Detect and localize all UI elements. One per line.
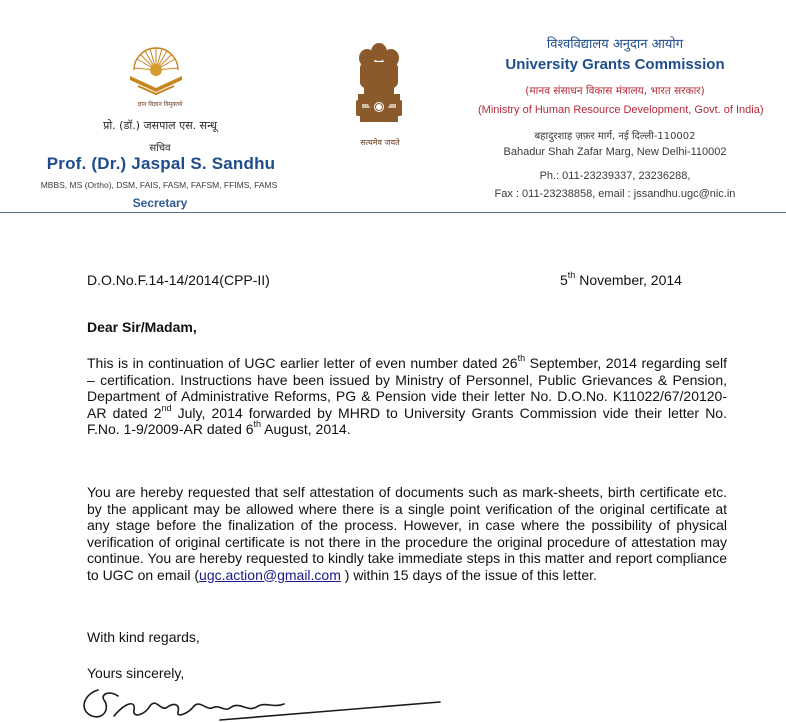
address: Bahadur Shah Zafar Marg, New Delhi-110002 (503, 146, 727, 158)
email-link[interactable]: ugc.action@gmail.com (199, 566, 341, 583)
letter-date: 5th November, 2014 (560, 270, 682, 288)
ministry-name: (Ministry of Human Resource Development, Govt. of India) (478, 104, 764, 116)
secretary-degrees: MBBS, MS (Ortho), DSM, FAIS, FASM, FAFSM, FFIMS, FAMS (40, 180, 278, 190)
ugc-logo-icon (124, 36, 188, 102)
logo-motto: ज्ञान विज्ञान विमुक्तये (137, 101, 183, 108)
closing: Yours sincerely, (87, 665, 185, 681)
org-name: University Grants Commission (505, 56, 725, 73)
reference-number: D.O.No.F.14-14/2014(CPP-II) (87, 272, 270, 288)
address-hindi: बहादुरशाह ज़फ़र मार्ग, नई दिल्ली-110002 (534, 131, 696, 142)
phone-numbers: Ph.: 011-23239337, 23236288, (539, 170, 691, 182)
secretary-title-hindi: सचिव (149, 143, 171, 154)
secretary-title: Secretary (132, 196, 188, 210)
ministry-hindi: (मानव संसाधन विकास मंत्रालय, भारत सरकार) (525, 85, 705, 97)
paragraph-2: You are hereby requested that self attestation of documents such as mark-sheets, birth certificate etc. by the applicant may be allowed where there is a single point verification of the original certificate at any stage before the finalization of the process. However, in case where the possibility of physical verification of original certificate is not there in the procedure the original procedure of attestation may continue. You are hereby requested to kindly take immediate steps in this matter and report compliance to UGC on email (ugc.action@gmail.com ) within 15 days of the issue of this letter. (87, 484, 727, 583)
national-emblem-icon (350, 40, 408, 132)
secretary-name: Prof. (Dr.) Jaspal S. Sandhu (46, 154, 276, 173)
org-name-hindi: विश्वविद्यालय अनुदान आयोग (546, 37, 684, 52)
paragraph-1: This is in continuation of UGC earlier letter of even number dated 26th September, 2014 regarding self – certification. Instructions have been issued by Ministry of Personnel, Public Grievances & Pension, Department of Administrative Reforms, PG & Pension vide their letter No. D.O.No. K11022/67/20120-AR dated 2nd July, 2014 forwarded by MHRD to University Grants Commission vide their letter No. F.No. 1-9/2009-AR dated 6th August, 2014. (87, 353, 727, 437)
fax-and-email: Fax : 011-23238858, email : jssandhu.ugc@nic.in (494, 188, 736, 200)
signature (70, 680, 450, 722)
secretary-name-hindi: प्रो. (डॉ.) जसपाल एस. सन्धू (103, 119, 217, 132)
kind-regards: With kind regards, (87, 629, 200, 645)
letterhead-divider (0, 212, 786, 213)
salutation: Dear Sir/Madam, (87, 319, 197, 335)
emblem-motto: सत्यमेव जयते (360, 138, 400, 147)
